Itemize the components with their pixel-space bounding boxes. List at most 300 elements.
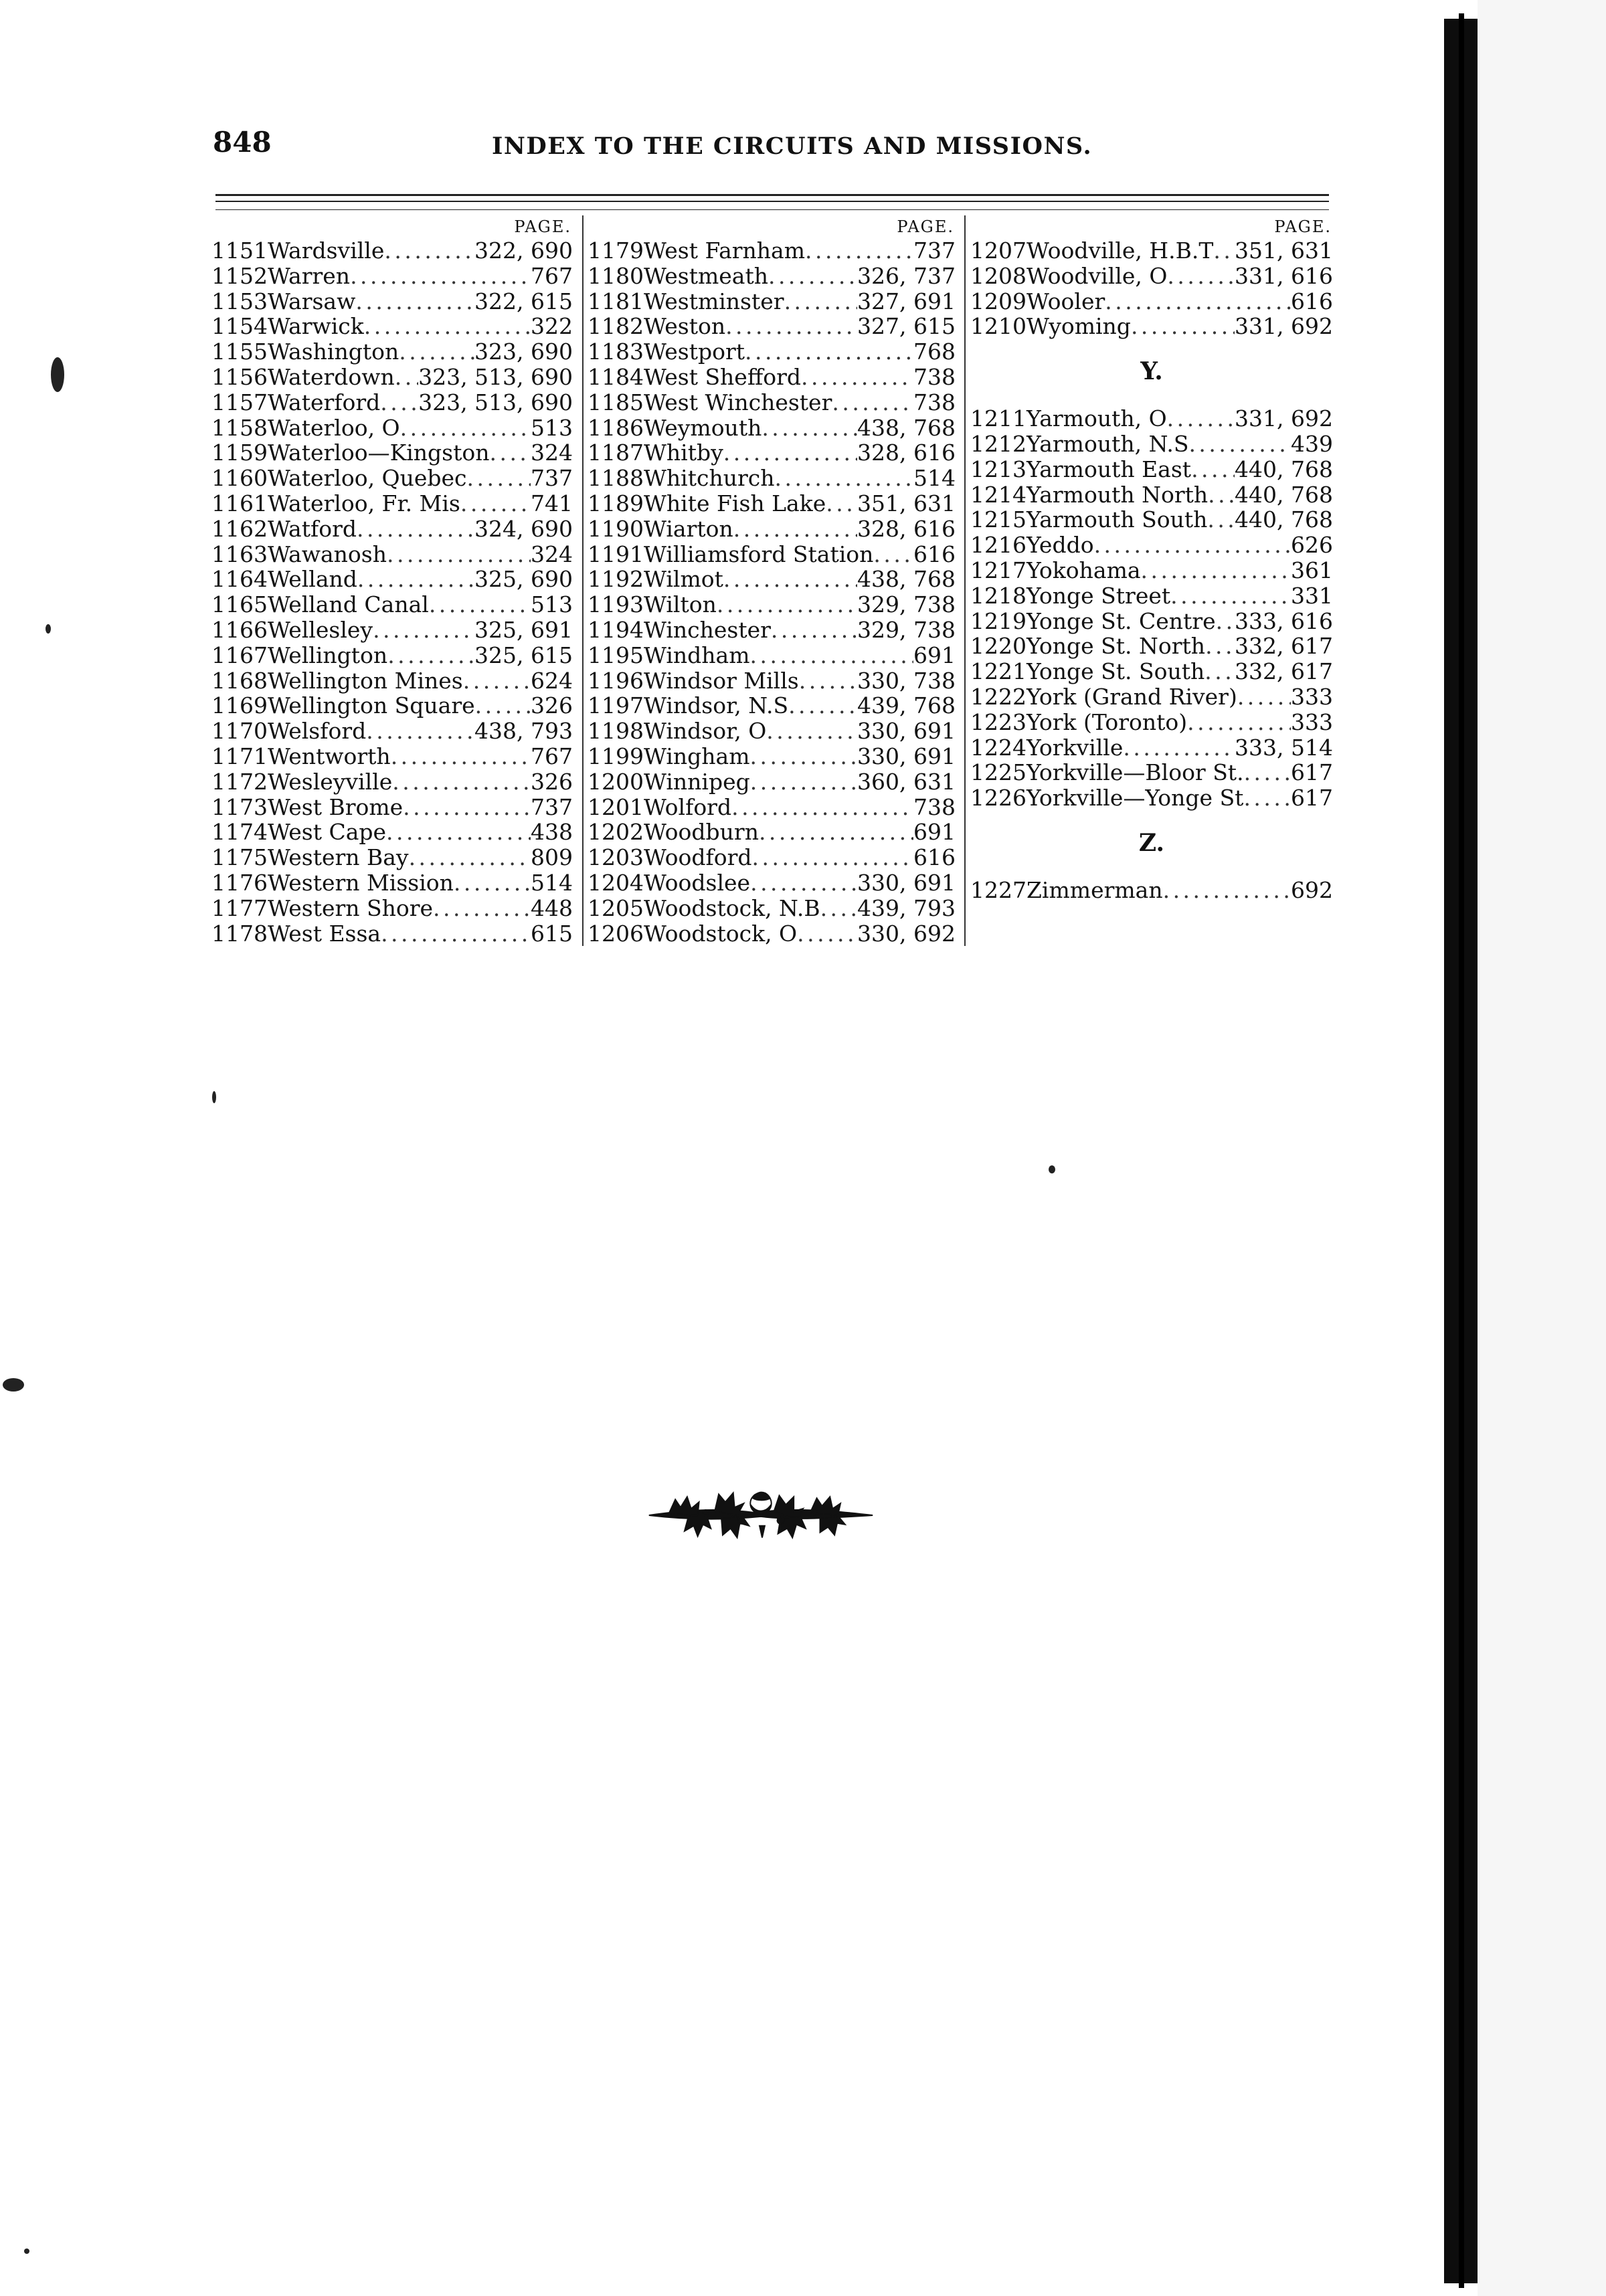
entry-number: 1174 bbox=[211, 819, 268, 846]
leader-dots bbox=[1208, 482, 1235, 508]
entry-name: White Fish Lake bbox=[644, 490, 826, 516]
entry-pages: 440, 768 bbox=[1235, 456, 1333, 482]
entry-number: 1166 bbox=[211, 616, 268, 643]
entry-pages: 616 bbox=[913, 541, 956, 567]
leader-dots bbox=[1204, 659, 1235, 684]
entry-name: Whitby bbox=[644, 440, 723, 466]
entry-name: West Essa bbox=[268, 920, 381, 947]
entry-pages: 737 bbox=[531, 465, 573, 492]
entry-list bbox=[588, 238, 956, 946]
leader-dots bbox=[766, 719, 857, 744]
entry-name: York (Toronto) bbox=[1027, 708, 1188, 735]
leader-dots bbox=[1094, 533, 1291, 558]
entry-number: 1181 bbox=[588, 288, 644, 314]
entry-name: Yorkville bbox=[1027, 734, 1124, 761]
section-letter-z: Z. bbox=[1138, 828, 1165, 857]
leader-dots bbox=[1131, 314, 1235, 339]
entry-number: 1184 bbox=[588, 363, 644, 390]
entry-number: 1222 bbox=[970, 683, 1027, 710]
entry-name: Yonge St. North bbox=[1027, 633, 1206, 660]
entry-number: 1225 bbox=[970, 759, 1027, 786]
entry-name: York (Grand River) bbox=[1027, 683, 1237, 710]
leader-dots bbox=[1167, 406, 1235, 432]
entry-pages: 440, 768 bbox=[1235, 506, 1333, 533]
entry-name: Western Mission bbox=[268, 869, 454, 896]
entry-name: Woodville, H.B.T bbox=[1027, 237, 1214, 264]
index-entry bbox=[970, 289, 1333, 314]
entry-number: 1199 bbox=[588, 743, 644, 769]
entry-name: Wellington Square bbox=[268, 692, 475, 719]
leader-dots bbox=[873, 542, 913, 567]
leader-dots bbox=[373, 617, 474, 643]
entry-pages: 617 bbox=[1291, 759, 1333, 786]
entry-name: Whitchurch bbox=[644, 465, 775, 492]
entry-name: Wesleyville bbox=[268, 768, 393, 795]
index-entry bbox=[588, 744, 956, 769]
index-entry bbox=[970, 533, 1333, 558]
entry-name: Yonge Street bbox=[1027, 582, 1171, 609]
index-entry bbox=[588, 693, 956, 719]
entry-pages: 351, 631 bbox=[857, 490, 956, 516]
leader-dots bbox=[384, 238, 474, 264]
leader-dots bbox=[717, 592, 857, 617]
entry-pages: 513 bbox=[531, 591, 573, 618]
entry-name: Waterloo, Quebec bbox=[268, 465, 467, 492]
entry-number: 1202 bbox=[588, 819, 644, 846]
leader-dots bbox=[1105, 289, 1291, 314]
entry-pages: 333 bbox=[1291, 708, 1333, 735]
entry-pages: 322, 615 bbox=[474, 288, 573, 314]
index-entry bbox=[211, 491, 573, 516]
entry-number: 1162 bbox=[211, 515, 268, 542]
entry-number: 1185 bbox=[588, 389, 644, 415]
entry-name: West Brome bbox=[268, 793, 404, 820]
index-entry bbox=[970, 878, 1333, 903]
entry-name: Weymouth bbox=[644, 414, 762, 441]
entry-number: 1211 bbox=[970, 405, 1027, 432]
leader-dots bbox=[355, 289, 474, 314]
entry-pages: 514 bbox=[913, 465, 956, 492]
entry-pages: 438, 793 bbox=[474, 718, 573, 745]
entry-name: Wellington Mines bbox=[268, 667, 463, 694]
entry-name: West Shefford bbox=[644, 363, 802, 390]
entry-name: Wilton bbox=[644, 591, 717, 618]
entry-name: Western Bay bbox=[268, 844, 409, 871]
index-entry bbox=[211, 845, 573, 870]
entry-number: 1219 bbox=[970, 607, 1027, 634]
entry-pages: 767 bbox=[531, 262, 573, 289]
entry-number: 1164 bbox=[211, 566, 268, 593]
entry-number: 1190 bbox=[588, 515, 644, 542]
index-entry bbox=[970, 432, 1333, 457]
entry-number: 1167 bbox=[211, 642, 268, 668]
entry-pages: 331, 692 bbox=[1235, 405, 1333, 432]
entry-pages: 768 bbox=[913, 339, 956, 365]
entry-pages: 324 bbox=[531, 541, 573, 567]
entry-pages: 326 bbox=[531, 768, 573, 795]
index-column-2 bbox=[588, 215, 956, 946]
leader-dots bbox=[801, 365, 913, 390]
entry-name: Windsor Mills bbox=[644, 667, 799, 694]
leader-dots bbox=[366, 719, 474, 744]
entry-pages: 438, 768 bbox=[857, 414, 956, 441]
column-page-label: PAGE. bbox=[897, 217, 954, 236]
index-entry bbox=[211, 744, 573, 769]
entry-pages: 324 bbox=[531, 440, 573, 466]
entry-number: 1158 bbox=[211, 414, 268, 441]
index-entry bbox=[588, 769, 956, 795]
leader-dots bbox=[1213, 238, 1235, 264]
index-entry bbox=[588, 238, 956, 264]
index-entry bbox=[970, 457, 1333, 482]
entry-name: Windsor, N.S bbox=[644, 692, 789, 719]
entry-pages: 513 bbox=[531, 414, 573, 441]
entry-pages: 514 bbox=[531, 869, 573, 896]
entry-name: Welland bbox=[268, 566, 357, 593]
entry-number: 1189 bbox=[588, 490, 644, 516]
entry-number: 1212 bbox=[970, 430, 1027, 457]
entry-pages: 322, 690 bbox=[474, 237, 573, 264]
entry-pages: 738 bbox=[913, 363, 956, 390]
entry-number: 1197 bbox=[588, 692, 644, 719]
index-entry bbox=[588, 643, 956, 668]
entry-number: 1165 bbox=[211, 591, 268, 618]
index-entry bbox=[588, 592, 956, 617]
entry-number: 1183 bbox=[588, 339, 644, 365]
index-entry bbox=[588, 896, 956, 921]
entry-name: Woodstock, N.B bbox=[644, 894, 820, 921]
entry-number: 1217 bbox=[970, 557, 1027, 583]
entry-name: Waterloo, Fr. Mis bbox=[268, 490, 460, 516]
entry-pages: 616 bbox=[1291, 288, 1333, 314]
index-entry bbox=[970, 785, 1333, 811]
entry-pages: 325, 615 bbox=[474, 642, 573, 668]
column-page-label: PAGE. bbox=[1274, 217, 1332, 236]
entry-number: 1175 bbox=[211, 844, 268, 871]
entry-number: 1224 bbox=[970, 734, 1027, 761]
index-entry bbox=[211, 466, 573, 491]
entry-number: 1170 bbox=[211, 718, 268, 745]
binding-edge-line bbox=[1459, 13, 1464, 2288]
facing-page-margin bbox=[1478, 0, 1606, 2296]
index-entry bbox=[211, 415, 573, 441]
entry-pages: 440, 768 bbox=[1235, 481, 1333, 508]
index-entry bbox=[211, 365, 573, 390]
entry-pages: 626 bbox=[1291, 532, 1333, 559]
entry-pages: 737 bbox=[913, 237, 956, 264]
entry-name: Welland Canal bbox=[268, 591, 429, 618]
entry-name: Woodstock, O bbox=[644, 920, 798, 947]
entry-name: Waterloo—Kingston bbox=[268, 440, 490, 466]
entry-number: 1160 bbox=[211, 465, 268, 492]
entry-number: 1157 bbox=[211, 389, 268, 415]
entry-number: 1206 bbox=[588, 920, 644, 947]
leader-dots bbox=[463, 668, 531, 694]
index-entry bbox=[211, 390, 573, 415]
leader-dots bbox=[387, 643, 474, 668]
entry-name: Waterloo, O bbox=[268, 414, 400, 441]
entry-name: Waterdown bbox=[268, 363, 395, 390]
entry-name: Waterford bbox=[268, 389, 381, 415]
entry-name: Yeddo bbox=[1027, 532, 1094, 559]
entry-pages: 333 bbox=[1291, 683, 1333, 710]
index-column-3 bbox=[970, 215, 1333, 903]
entry-number: 1214 bbox=[970, 481, 1027, 508]
page-number: 848 bbox=[213, 126, 272, 159]
index-entry bbox=[211, 592, 573, 617]
entry-number: 1220 bbox=[970, 633, 1027, 660]
entry-pages: 332, 617 bbox=[1235, 658, 1333, 685]
index-entry bbox=[970, 507, 1333, 533]
entry-number: 1198 bbox=[588, 718, 644, 745]
entry-number: 1178 bbox=[211, 920, 268, 947]
entry-pages: 330, 691 bbox=[857, 743, 956, 769]
entry-name: Woodburn bbox=[644, 819, 759, 846]
entry-name: Wolford bbox=[644, 793, 732, 820]
column-divider bbox=[964, 215, 966, 946]
leader-dots bbox=[409, 845, 531, 870]
entry-pages: 361 bbox=[1291, 557, 1333, 583]
entry-number: 1156 bbox=[211, 363, 268, 390]
entry-pages: 331, 692 bbox=[1235, 313, 1333, 340]
entry-number: 1173 bbox=[211, 793, 268, 820]
index-column-1 bbox=[211, 215, 573, 946]
entry-pages: 331 bbox=[1291, 582, 1333, 609]
entry-name: Watford bbox=[268, 515, 357, 542]
index-entry bbox=[211, 921, 573, 947]
entry-number: 1188 bbox=[588, 465, 644, 492]
entry-name: Western Shore bbox=[268, 894, 434, 921]
index-entry bbox=[211, 896, 573, 921]
leader-dots bbox=[723, 440, 857, 466]
column-page-label: PAGE. bbox=[514, 217, 571, 236]
leader-dots bbox=[725, 314, 857, 339]
leader-dots bbox=[392, 769, 531, 795]
leader-dots bbox=[820, 896, 857, 921]
entry-pages: 616 bbox=[913, 844, 956, 871]
entry-number: 1213 bbox=[970, 456, 1027, 482]
page-title: INDEX TO THE CIRCUITS AND MISSIONS. bbox=[492, 132, 1093, 160]
entry-pages: 439, 793 bbox=[857, 894, 956, 921]
leader-dots bbox=[826, 491, 857, 516]
entry-number: 1159 bbox=[211, 440, 268, 466]
entry-number: 1195 bbox=[588, 642, 644, 668]
leader-dots bbox=[1187, 710, 1291, 735]
leader-dots bbox=[1163, 878, 1291, 903]
index-entry bbox=[211, 643, 573, 668]
entry-name: Winchester bbox=[644, 616, 771, 643]
index-entry bbox=[970, 634, 1333, 659]
entry-pages: 330, 692 bbox=[857, 920, 956, 947]
entry-pages: 326, 737 bbox=[857, 262, 956, 289]
entry-pages: 351, 631 bbox=[1235, 237, 1333, 264]
entry-number: 1215 bbox=[970, 506, 1027, 533]
index-entry bbox=[588, 870, 956, 896]
leader-dots bbox=[391, 744, 531, 769]
entry-number: 1192 bbox=[588, 566, 644, 593]
entry-pages: 326 bbox=[531, 692, 573, 719]
entry-pages: 691 bbox=[913, 819, 956, 846]
entry-name: Woodford bbox=[644, 844, 752, 871]
leader-dots bbox=[467, 466, 531, 491]
entry-number: 1186 bbox=[588, 414, 644, 441]
entry-number: 1223 bbox=[970, 708, 1027, 735]
entry-number: 1221 bbox=[970, 658, 1027, 685]
entry-pages: 692 bbox=[1291, 876, 1333, 903]
entry-pages: 438, 768 bbox=[857, 566, 956, 593]
entry-number: 1154 bbox=[211, 313, 268, 340]
entry-pages: 439, 768 bbox=[857, 692, 956, 719]
index-entry bbox=[588, 820, 956, 845]
leader-dots bbox=[1237, 684, 1291, 710]
entry-list bbox=[970, 238, 1333, 339]
index-entry bbox=[970, 482, 1333, 508]
leader-dots bbox=[752, 845, 913, 870]
entry-name: Woodville, O bbox=[1027, 262, 1168, 289]
entry-number: 1176 bbox=[211, 869, 268, 896]
index-entry bbox=[211, 542, 573, 567]
entry-number: 1168 bbox=[211, 667, 268, 694]
entry-name: Washington bbox=[268, 339, 399, 365]
entry-name: Welsford bbox=[268, 718, 367, 745]
leader-dots bbox=[832, 390, 913, 415]
index-entry bbox=[970, 314, 1333, 339]
leader-dots bbox=[771, 617, 857, 643]
leader-dots bbox=[799, 668, 857, 694]
leader-dots bbox=[386, 820, 531, 845]
index-entry bbox=[211, 668, 573, 694]
leader-dots bbox=[400, 415, 531, 441]
entry-name: Weston bbox=[644, 313, 726, 340]
leader-dots bbox=[731, 795, 913, 820]
leader-dots bbox=[745, 339, 913, 365]
index-entry bbox=[211, 440, 573, 466]
entry-name: Yonge St. Centre bbox=[1027, 607, 1216, 634]
index-entry bbox=[588, 491, 956, 516]
index-entry bbox=[211, 289, 573, 314]
header-rule-thin bbox=[215, 209, 1329, 210]
entry-name: Wawanosh bbox=[268, 541, 387, 567]
entry-number: 1182 bbox=[588, 313, 644, 340]
index-entry bbox=[211, 795, 573, 820]
entry-name: Windsor, O bbox=[644, 718, 767, 745]
entry-number: 1204 bbox=[588, 869, 644, 896]
entry-name: Wellington bbox=[268, 642, 388, 668]
entry-name: Wilmot bbox=[644, 566, 723, 593]
entry-number: 1227 bbox=[970, 876, 1027, 903]
index-entry bbox=[588, 365, 956, 390]
index-entry bbox=[211, 264, 573, 289]
leader-dots bbox=[1141, 558, 1291, 583]
leader-dots bbox=[357, 567, 474, 592]
entry-pages: 615 bbox=[531, 920, 573, 947]
leader-dots bbox=[387, 542, 531, 567]
entry-pages: 332, 617 bbox=[1235, 633, 1333, 660]
entry-number: 1200 bbox=[588, 768, 644, 795]
index-entry bbox=[588, 567, 956, 592]
entry-name: Westminster bbox=[644, 288, 784, 314]
leader-dots bbox=[1123, 735, 1235, 761]
entry-name: Westmeath bbox=[644, 262, 768, 289]
index-entry bbox=[970, 735, 1333, 761]
index-entry bbox=[970, 609, 1333, 634]
leader-dots bbox=[350, 264, 531, 289]
entry-number: 1187 bbox=[588, 440, 644, 466]
leader-dots bbox=[750, 769, 857, 795]
leader-dots bbox=[797, 921, 857, 947]
entry-number: 1207 bbox=[970, 237, 1027, 264]
entry-name: Yarmouth, N.S bbox=[1027, 430, 1189, 457]
leader-dots bbox=[750, 870, 857, 896]
entry-pages: 438 bbox=[531, 819, 573, 846]
entry-number: 1203 bbox=[588, 844, 644, 871]
index-entry bbox=[970, 710, 1333, 735]
leader-dots bbox=[759, 820, 913, 845]
entry-name: Zimmerman bbox=[1027, 876, 1163, 903]
holly-sprig-ornament-icon bbox=[641, 1474, 881, 1553]
entry-pages: 329, 738 bbox=[857, 591, 956, 618]
entry-pages: 439 bbox=[1291, 430, 1333, 457]
entry-number: 1172 bbox=[211, 768, 268, 795]
entry-name: Yonge St. South bbox=[1027, 658, 1205, 685]
header-rule-thick bbox=[215, 194, 1329, 196]
section-letter-y: Y. bbox=[1140, 357, 1163, 386]
leader-dots bbox=[1216, 609, 1235, 634]
index-entry bbox=[970, 558, 1333, 583]
index-entry bbox=[588, 314, 956, 339]
index-entry bbox=[588, 542, 956, 567]
entry-name: Yorkville—Yonge St bbox=[1027, 785, 1244, 811]
entry-number: 1208 bbox=[970, 262, 1027, 289]
entry-name: Windham bbox=[644, 642, 750, 668]
entry-number: 1169 bbox=[211, 692, 268, 719]
entry-number: 1226 bbox=[970, 785, 1027, 811]
entry-pages: 323, 690 bbox=[474, 339, 573, 365]
entry-number: 1201 bbox=[588, 793, 644, 820]
index-entry bbox=[588, 516, 956, 542]
entry-pages: 624 bbox=[531, 667, 573, 694]
entry-number: 1152 bbox=[211, 262, 268, 289]
entry-pages: 324, 690 bbox=[474, 515, 573, 542]
leader-dots bbox=[395, 365, 418, 390]
entry-name: West Farnham bbox=[644, 237, 806, 264]
index-entry bbox=[970, 264, 1333, 289]
index-entry bbox=[211, 617, 573, 643]
index-entry bbox=[211, 339, 573, 365]
index-entry bbox=[970, 659, 1333, 684]
leader-dots bbox=[1244, 760, 1291, 785]
entry-number: 1209 bbox=[970, 288, 1027, 314]
leader-dots bbox=[1167, 264, 1235, 289]
leader-dots bbox=[381, 921, 531, 947]
column-divider bbox=[582, 215, 584, 946]
entry-name: Yarmouth East bbox=[1027, 456, 1192, 482]
index-entry bbox=[588, 415, 956, 441]
entry-pages: 327, 615 bbox=[857, 313, 956, 340]
index-entry bbox=[211, 769, 573, 795]
entry-pages: 617 bbox=[1291, 785, 1333, 811]
entry-number: 1194 bbox=[588, 616, 644, 643]
leader-dots bbox=[429, 592, 531, 617]
leader-dots bbox=[733, 516, 857, 542]
entry-pages: 333, 514 bbox=[1235, 734, 1333, 761]
index-entry bbox=[588, 390, 956, 415]
leader-dots bbox=[723, 567, 857, 592]
entry-number: 1153 bbox=[211, 288, 268, 314]
entry-pages: 323, 513, 690 bbox=[418, 363, 573, 390]
index-entry bbox=[211, 870, 573, 896]
entry-list-y bbox=[970, 406, 1333, 811]
